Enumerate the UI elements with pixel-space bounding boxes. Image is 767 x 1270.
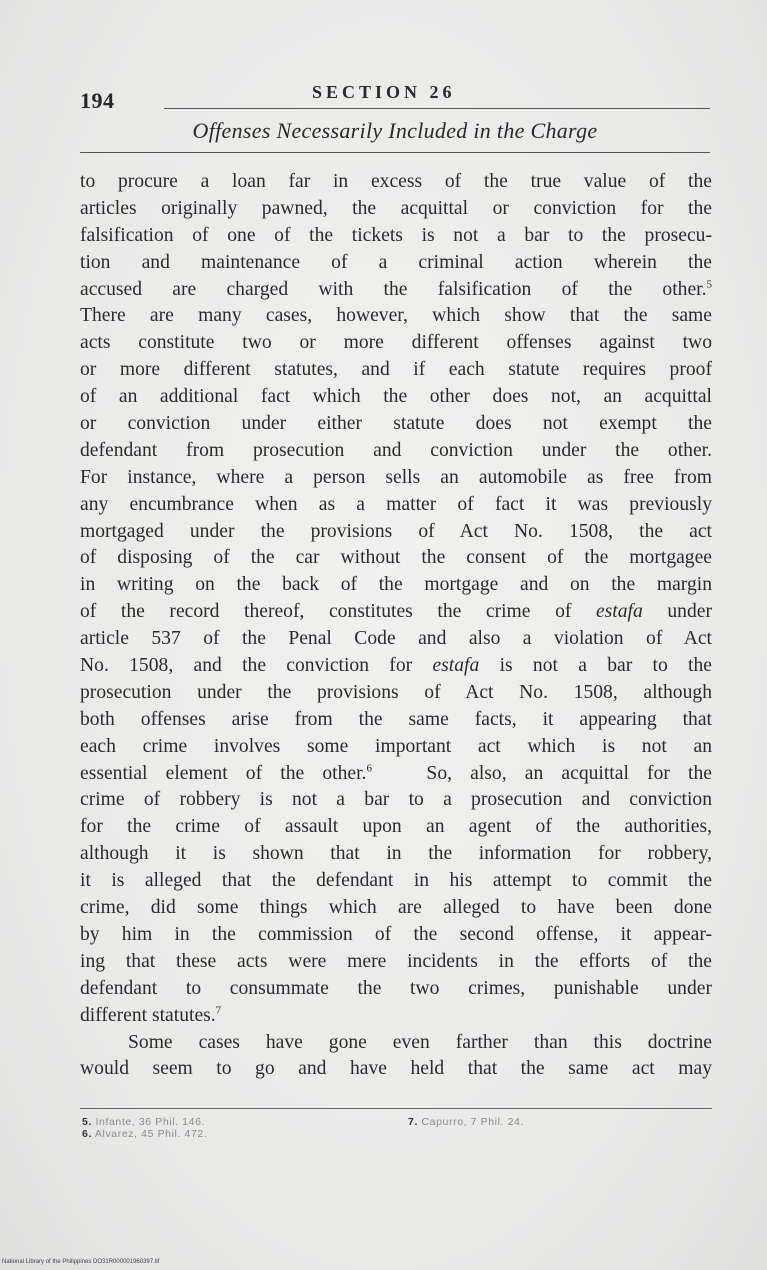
text-line: prosecution under the provisions of Act No. 1508, although [80, 681, 712, 703]
text-line: No. 1508, and the conviction for estafa is not a bar to the [80, 655, 712, 677]
header-rule-top [164, 108, 710, 109]
text-line: of an additional fact which the other does not, an acquittal [80, 386, 712, 408]
footnote-ref: 5 [706, 278, 712, 291]
text-line: it is alleged that the defendant in his attempt to commit the [80, 870, 712, 892]
text-line: article 537 of the Penal Code and also a violation of Act [80, 628, 712, 650]
text-line: different statutes.$^7$ [80, 1004, 222, 1026]
text-line: tion and maintenance of a criminal action wherein the [80, 251, 712, 273]
body-text [80, 169, 712, 1083]
text-line: mortgaged under the provisions of Act No. 1508, the act [80, 520, 712, 542]
footnote-ref: 6 [366, 762, 372, 775]
library-stamp: National Library of the Philippines DO31R000001960397.tif [2, 1259, 160, 1265]
text-line: There are many cases, however, which show that the same [80, 305, 712, 327]
text-line: in writing on the back of the mortgage and on the margin [80, 574, 712, 596]
text-line: or more different statutes, and if each statute requires proof [80, 359, 712, 381]
text-line: to procure a loan far in excess of the true value of the [80, 171, 712, 192]
text-line: both offenses arise from the same facts, it appearing that [80, 708, 712, 730]
footnote-column-right [408, 1116, 524, 1128]
text-line: for the crime of assault upon an agent of the authorities, [80, 816, 712, 838]
page-number: 194 [80, 88, 115, 113]
text-line: ing that these acts were mere incidents in the efforts of the [80, 950, 712, 972]
footnote-ref: 7 [215, 1004, 222, 1017]
text-line: Some cases have gone even farther than this doctrine [128, 1031, 712, 1053]
footnote-5: 5. Infante, 36 Phil. 146. [82, 1116, 206, 1128]
section-heading: SECTION 26 [312, 82, 456, 102]
italic-term: estafa [432, 655, 480, 677]
text-line: of disposing of the car without the consent of the mortgagee [80, 547, 712, 569]
text-line: articles originally pawned, the acquittal or conviction for the [80, 197, 712, 219]
italic-term: estafa [595, 601, 643, 623]
text-line: acts constitute two or more different offenses against two [80, 332, 712, 354]
text-line: would seem to go and have held that the same act may [80, 1058, 712, 1080]
text-line: each crime involves some important act which is not an [80, 735, 712, 757]
text-line: or conviction under either statute does not exempt the [80, 413, 712, 435]
text-line: accused are charged with the falsification of the other.$^5$ [80, 278, 712, 300]
footnote-7: 7. Capurro, 7 Phil. 24. [408, 1116, 524, 1128]
text-line: crime, did some things which are alleged to have been done [80, 897, 712, 919]
text-line: essential element of the other.$^6$ So, also, an acquittal for the [80, 762, 712, 784]
text-line: any encumbrance when as a matter of fact it was previously [80, 493, 712, 515]
text-line: although it is shown that in the information for robbery, [80, 843, 712, 865]
footnote-6: 6. Alvarez, 45 Phil. 472. [82, 1128, 208, 1140]
text-line: of the record thereof, constitutes the crime of estafa under [80, 601, 712, 623]
text-line: crime of robbery is not a bar to a prosecution and conviction [80, 789, 712, 811]
header-rule-bottom [80, 152, 710, 153]
text-line: For instance, where a person sells an automobile as free from [80, 466, 712, 488]
text-line: defendant to consummate the two crimes, punishable under [80, 977, 712, 999]
text-line: by him in the commission of the second offense, it appear- [80, 923, 712, 945]
running-title: Offenses Necessarily Included in the Charge [192, 118, 598, 143]
text-line: defendant from prosecution and conviction under the other. [80, 439, 712, 461]
footnote-column-left [82, 1116, 207, 1140]
footnote-rule [80, 1108, 712, 1109]
text-line: falsification of one of the tickets is not a bar to the prosecu- [80, 224, 712, 246]
